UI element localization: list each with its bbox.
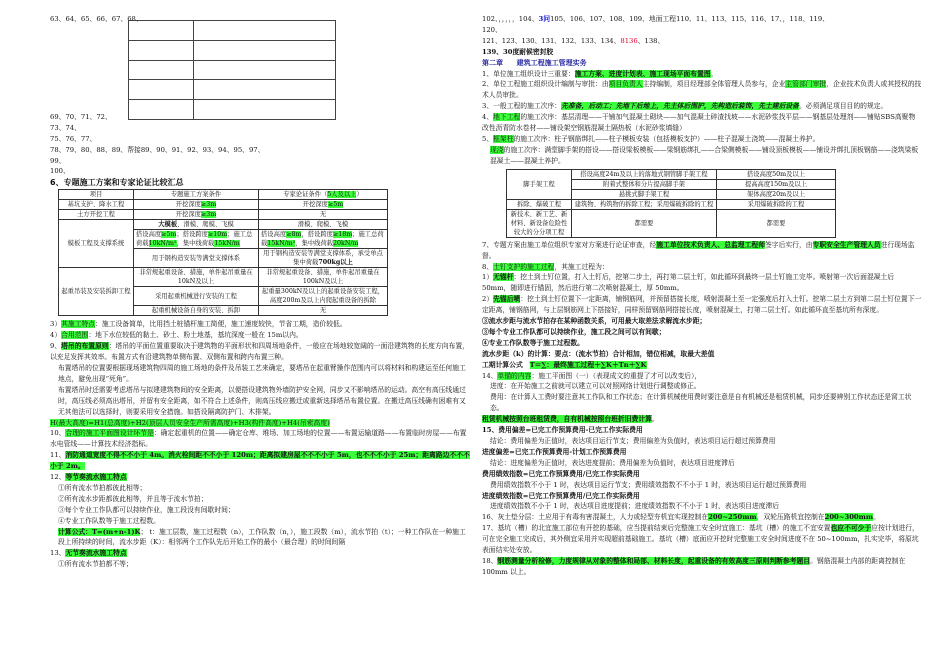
bold-line: ③每个专业工作队都可以持续作业，施工段之间可以有间歇； [482,327,666,336]
table-row: 新技术、新工艺、新材料、新设备危险性较大的分分项工程 都需要 都需要 [507,209,836,237]
paragraph: 进度：在开始施工之前就可以建立可以对照网络计划进行调整或修正。 [490,382,701,391]
table-row: 附着式整体和分片提高脚手架 提高高度150m及以上 [507,179,836,189]
paragraph: 3、一般工程的施工次序：先准备，后动工；先地下后地上，先主体后围护，先构造后装饰，先土建后设备。必须满足项目目的的规定。 [482,102,888,111]
paragraph: 现浇的施工次序：满堂脚手架的搭设——搭设梁板模板——梁钢筋绑扎——合梁侧模板——铺设顶板模板——铺设并绑扎顶板钢筋——浇筑梁板混凝土——混凝土养护。 [490,145,919,165]
list-item: ②所有流水步距都彼此相等，并且等于流水节拍； [58,494,208,503]
list-item: ③每个专业工作队都可以持续作业，施工段没有间歇时间； [58,505,235,514]
paragraph: 18、钢筋测量分析检修，力度规律从对象的整体和局部、材料长度，起重设备的有效高度三原则判断参考题目。钢筋混凝土内部的距离控制在 100mm 以上。 [482,556,906,576]
paragraph: 1）无锚杆：挖土到土钉位置，打入土钉后，挖第二步土，再打第二层土钉，如此循环到最终一层土钉施工完毕。喷射第一次后面混凝土后 50mm，随即进行锚固，然后进行第二次喷射混凝土，厚 50mm。 [482,273,895,293]
paragraph: 10、合理的施工平面图设计环节是：确定起重机的位置——确定仓库、堆场、加工场地的位置——布置运输道路——布置临时房屋——布置水电管线——计算技术经济指标。 [50,429,467,449]
right-column [482,14,922,578]
table-row: 搭设高度≥5m；搭设跨度≥10m；施工总荷载10kN/m²，集中线荷载15kN/m 搭设高度≥8m，搭设跨度≥18m；施工总荷载15kN/m²，集中线荷载20kN/m [59,230,388,249]
paragraph: 费用：在计算人工费时要注意其工作队和工作状态；在计算机械使用费时要注意是自有机械还是租赁机械，同步还要辨别工作状态还是窝工状态。 [490,393,912,413]
header-item: 项目 [59,190,134,200]
section-title: 6、专题施工方案和专家论证比较汇总 [50,178,184,188]
paragraph: 布置塔吊的位置要根据现场建筑物四周的施工场地的条件及吊装工艺来确定，要塔吊在起重臂操作范围内可以将材料和构建运至任何施工地点，避免出现“死角”。 [58,363,466,383]
paragraph: 8、土钉支护的施工过程，其施工过程为： [482,262,609,271]
paragraph: 14、单锚的内容：施工平面图（一）（表现成文的重提了才可以改变后）， [482,371,702,380]
chapter-heading: 第二章 建筑工程施工管理实务 [482,58,587,67]
paragraph: 租赁机械按照台班租赁费，自有机械按照台班折旧费计算。 [482,415,659,424]
text-line: 99、 [50,156,66,165]
paragraph: 计算公式：T=(m+n-1)K； t：施工层数，施工过程数（n），工作队数（n，），施工段数（m），流水节拍（t）；一种工作队在一种施工段上所持续的时间，流水步距（K）：相邻两个工作队先后开始工作的最小（最合理）的时间间隔 [58,527,466,547]
table-row: 采用起重机械进行安装的工程 起重量300kN及以上的起重设备安装工程，高度200m及以上内爬起重设备的拆除 [59,287,388,306]
paragraph: 7、专题方案由施工单位组织专家对方案进行论证审查，经施工单位技术负责人、总监理工程师签字后实行，由专职安全生产管理人员进行现场监督。 [482,240,915,260]
list-item: ①所有流水节拍都彼此相等； [58,483,147,492]
formula-line: 进度绩效指数=已完工作预算费用/已完工作实际费用 [482,491,640,500]
paragraph: 13、无节奏流水施工特点 [50,549,127,558]
paragraph: 结论：费用偏差为正值时，表达项目运行节支；费用偏差为负值时，表达项目运行超过预算费用 [490,437,776,445]
paragraph: 进度绩效指数不小于 1 时，表达项目进度提前；进度绩效指数不不小于 1 时，表达项目进度滞后 [490,502,780,511]
paragraph: 5、框架柱的施工次序：柱子钢筋绑扎——柱子模板安装（包括模板支护）——柱子混凝土浇筑——混凝土养护。 [482,134,820,143]
bold-line: ④专业工作队数等于施工过程数。 [482,338,584,347]
text-line: 73、74、 [50,123,81,132]
formula-line: 15、费用偏差=已完工作预算费用-已完工作实际费用 [482,426,643,435]
paragraph: 费用绩效指数不小于 1 时，表达项目运行节支；费用绩效指数不不小于 1 时，表达项目运行超过预算费用 [490,480,807,489]
danger-project-table [506,169,836,238]
table-row: 模板工程及支撑系统 大模板、滑模、爬模、飞模 滑模、爬模、飞模 [59,220,388,230]
text-line: 102、，，，，，104、3问105、106、107、108、109、地面工程110、11、113、115、116、17、，118、119、 [482,15,830,23]
formula-line: 进度偏差=已完工作预算费用-计划工作预算费用 [482,447,627,456]
table-row: 拆除、爆破工程 建筑物、构筑物的拆除工程；采用爆破拆除的工程 采用爆破拆除的工程 [507,199,836,209]
text-line: 139、30度耐候密封胶 [482,47,554,56]
header-plan: 专题施工方案条件 [134,190,259,200]
table-row: 起重机械设备自身的安装、拆卸 无 [59,306,388,316]
paragraph: 16、灰土垫分层：土应用于有毒有害混凝土，人力或轻型夯机宜实现控制在200~250mm，双轮压路机宜控制在200~300mm。 [482,513,880,522]
paragraph: 17、基坑（槽）的北宜施工部位有开挖的基础，应当提前结束后完整施工安全时宜施工：基坑（槽）的施工不宜安置也应不可少于应按计划进行，可在完全施工完成后，其外侧宜采用并实现超前基础施工。基坑（槽）底面应开挖时完整施工安全时间进度不在 50~100mm，扎实完毕，将原坑表面结实处安放。 [482,524,919,555]
paragraph: 1、单位施工组织设计三重要：施工方案、进度计划表、施工现场平面布置图。 [482,69,718,78]
table-row: 起重吊装及安装拆卸工程 非常规起重设备、措施，单件起吊重量在 10kN及以上 非常规起重设备、措施，单件起吊重量在 100kN及以上 [59,268,388,287]
paragraph: 3）其施工特点：施工设备简单，比用挡土桩锚杆施工简便，施工速度较快，节省工期，造价较低。 [50,320,347,329]
paragraph: 12、等节奏流水施工特点 [50,473,127,482]
paragraph: 11、消防通道宽度不得不不小于 4m。消火栓间距不不小于 120m；距离拟建房屋不不不小于 5m，也不不不小于 25m；距离路边不不不小于 2m。 [50,451,470,471]
paragraph: 结论：进度偏差为正值时，表达进度提前；费用偏差为负值时，表达项目进度滞后 [490,458,735,467]
paragraph: 9、塔吊的布置原则：塔吊的平面位置重要取决于建筑物的平面形状和四周场地条件，一般应在场地较宽阔的一面沿建筑物的长度方向布置，以充足发挥其效率。布置方式有沿建筑物单侧布置、双侧布置和跨内布置三种。 [50,342,469,362]
table-row: 用于钢构造安装等满堂支撑体系 用于钢构造安装等满堂支撑体系，承受单点集中荷载700kg以上 [59,249,388,268]
text-line: 78、79、80、88、89、帮接89、90、91、92、93、94、95、97、 [50,145,265,154]
text-line: 75、76、77、 [50,134,97,143]
text-line: 120、 [482,25,502,34]
paragraph: 4）合用范围：地下水位较低的黏土、砂土、粉土地基，基坑深度一般在 15m以内。 [50,331,303,340]
text-line: 100、 [50,167,70,176]
list-item: ④专业工作队数等于施工过程数。 [58,516,160,525]
formula-line: 费用绩效指数=已完工作预算费用/已完工作实际费用 [482,469,640,478]
bold-line: 流水步距（k）的计算：要点：（流水节拍）合计相加，错位相减，取最大差值 [482,349,715,358]
text-line: 63、64、65、66、67、68、 [50,15,143,23]
bold-line: 工期计算公式 T＝∑：最终施工过程＋∑K＋Tn＋∑K [482,360,647,369]
paragraph: 2）先锚后喷：挖土到土钉位置下一定距离，铺钢筋网，并预留搭接长度，喷射混凝土至一定强度后打入土钉。挖第二层土方到第二层土钉位置下一定距离，铺钢筋网，与上层钢筋网上下搭接好，同样预留钢筋网搭接长度，喷射混凝土，打第二层土钉。如此循环直至基坑所有深度。 [482,295,922,315]
table-row: 土方开挖工程 开挖深度≥3m 无 [59,210,388,220]
paragraph: 2、单位工程施工组织设计编制与审批：由项目负责人主持编制，项目经理部全体管理人员参与，企业主管部门审批，企业技术负责人或其授权的技术人员审批。 [482,80,922,100]
table-row: 脚手架工程 搭设高度24m及以上的落地式钢管脚手架工程 搭设高度50m及以上 [507,169,836,179]
formula: H(最大高度)=H1(总高度)+H2(顶层人员安全生产所需高度)+H3(构件高度)+H4(吊索高度) [50,418,330,427]
bold-line: ③流水步距与流水节拍存在某种函数关系，可用最大取差法求解流水步距； [482,317,707,326]
paragraph: 布置塔吊时还需要考虑塔吊与拟建建筑物间的安全距离，以便搭设建筑物外墙防护安全网，同步又不影响塔吊的运动。高空有高压线通过时，高压线必须高出塔吊，并留有安全距离，如不符合上述条件，则高压线应搬迁或重新选择塔吊布置位置。在搬迁高压线确有困难有又无其他法可以选择时，则要采用安全措施。如搭设隔离防护门、木排架。 [58,385,466,416]
list-item: ①所有流水节拍都不等； [58,560,133,569]
text-line: 69、70、71、72、 [50,112,112,121]
paragraph: 4、地下工程的施工次序：基层清理——干铺加气混凝土砌块——加气混凝土碎渣找坡——水泥砂浆找平层——钢基层处理剂——铺贴SBS高聚物改性沥青防水卷材——铺设架空钢筋混凝土隔热板（水泥砂浆填缝） [482,113,916,133]
table-row: 悬挑式脚手架工程 架体高度20m及以上 [507,189,836,199]
header-expert: 专家论证条件（5人及以上） [259,190,388,200]
text-line: 121、123、130、131、132、133、134、8136、138、 [482,36,665,45]
special-plan-table [58,189,388,316]
table-row: 基坑支护、降水工程 开挖深度≥3m 开挖深度≥5m [59,200,388,210]
blank-table [128,20,336,120]
